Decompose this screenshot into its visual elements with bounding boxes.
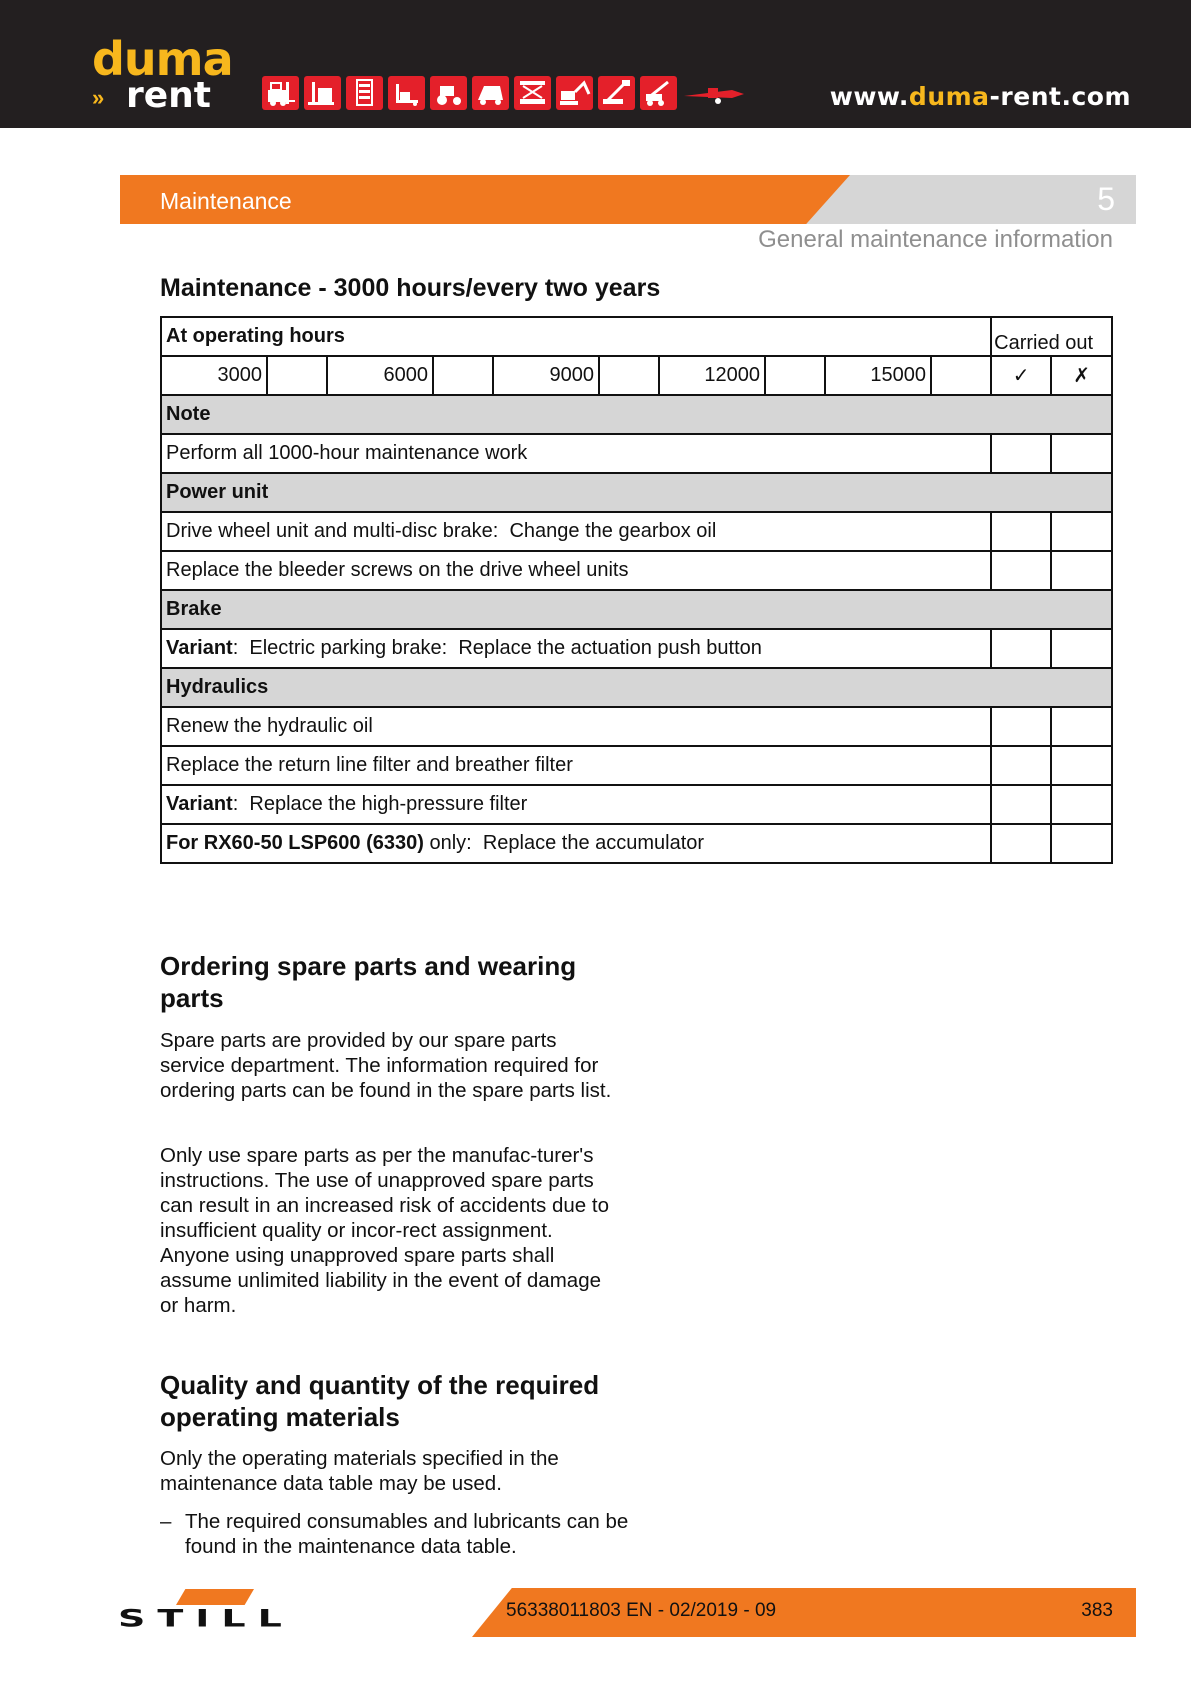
aerial-platform-icon xyxy=(682,76,746,110)
task-cell: Replace the bleeder screws on the drive wheel units xyxy=(161,551,991,590)
done-checkbox[interactable] xyxy=(991,824,1051,863)
header-label-cell xyxy=(161,317,991,356)
category-hydraulics: Hydraulics xyxy=(161,668,1112,707)
spare-parts-para-2: Only use spare parts as per the manufac-turer's instructions. The use of unapproved spare parts can result in an increased risk of accidents due to insufficient quality or incor-rect assignment. Anyone using unapproved spare parts shall assume unlimited liability in the event of damage or harm. xyxy=(160,1144,609,1317)
table-row xyxy=(161,629,1112,668)
check-symbol-icon: ✓ xyxy=(991,356,1051,395)
task-cell: Drive wheel unit and multi-disc brake: Change the gearbox oil xyxy=(161,512,991,551)
hours-check-cell[interactable] xyxy=(433,356,493,395)
carried-out-cell xyxy=(991,317,1112,356)
variant-label: Variant xyxy=(166,793,233,815)
materials-bullet xyxy=(160,1509,630,1559)
website-suffix: -rent.com xyxy=(989,82,1131,111)
website-url xyxy=(830,82,1131,111)
done-checkbox[interactable] xyxy=(991,629,1051,668)
hours-check-cell[interactable] xyxy=(765,356,825,395)
section-title: Maintenance xyxy=(160,188,292,214)
task-cell xyxy=(161,629,991,668)
category-note: Note xyxy=(161,395,1112,434)
done-checkbox[interactable] xyxy=(991,785,1051,824)
materials-para-1: Only the operating materials specified in the maintenance data table may be used. xyxy=(160,1447,559,1495)
hours-value-cell: 12000 xyxy=(659,356,765,395)
forklift-icon xyxy=(262,76,299,110)
logo-rent-text: rent xyxy=(126,75,212,116)
carried-out-label: Carried out xyxy=(994,332,1094,354)
reach-truck-icon xyxy=(304,76,341,110)
section-number: 5 xyxy=(1097,181,1115,217)
table-row xyxy=(161,785,1112,824)
table-row xyxy=(161,824,1112,863)
done-checkbox[interactable] xyxy=(991,707,1051,746)
category-brake: Brake xyxy=(161,590,1112,629)
scissor-lift-icon xyxy=(514,76,551,110)
header-label: At operating hours xyxy=(166,325,345,347)
not-done-checkbox[interactable] xyxy=(1051,785,1112,824)
document-reference: 56338011803 EN - 02/2019 - 09 xyxy=(506,1600,777,1621)
top-banner xyxy=(0,0,1191,128)
boom-lift-icon xyxy=(598,76,635,110)
not-done-checkbox[interactable] xyxy=(1051,824,1112,863)
logo-arrows: » xyxy=(92,85,105,110)
model-label: For RX60-50 LSP600 (6330) xyxy=(166,832,424,854)
hours-value-cell: 6000 xyxy=(327,356,433,395)
spare-parts-para-1: Spare parts are provided by our spare parts service department. The information required for ordering parts can be found in the spare parts list. xyxy=(160,1029,612,1102)
still-logo-stripe xyxy=(176,1589,254,1605)
hours-row xyxy=(161,356,1112,395)
done-checkbox[interactable] xyxy=(991,512,1051,551)
website-highlight: duma xyxy=(908,82,990,111)
done-checkbox[interactable] xyxy=(991,746,1051,785)
maintenance-table xyxy=(160,316,1113,864)
hours-check-cell[interactable] xyxy=(599,356,659,395)
task-cell: Replace the return line filter and breather filter xyxy=(161,746,991,785)
materials-heading: Quality and quantity of the required operating materials xyxy=(160,1370,600,1432)
pallet-truck-icon xyxy=(388,76,425,110)
hours-check-cell[interactable] xyxy=(931,356,991,395)
hours-value-cell: 9000 xyxy=(493,356,599,395)
page-number: 383 xyxy=(1081,1600,1113,1621)
category-row xyxy=(161,473,1112,512)
excavator-icon xyxy=(556,76,593,110)
category-row xyxy=(161,590,1112,629)
not-done-checkbox[interactable] xyxy=(1051,629,1112,668)
section-subtitle: General maintenance information xyxy=(758,226,1113,253)
hours-value-cell: 3000 xyxy=(161,356,267,395)
table-header-row xyxy=(161,317,1112,356)
task-cell: Perform all 1000-hour maintenance work xyxy=(161,434,991,473)
table-row xyxy=(161,746,1112,785)
website-prefix: www. xyxy=(829,82,909,111)
category-row xyxy=(161,668,1112,707)
table-title: Maintenance - 3000 hours/every two years xyxy=(160,274,661,302)
not-done-checkbox[interactable] xyxy=(1051,551,1112,590)
not-done-checkbox[interactable] xyxy=(1051,512,1112,551)
bullet-text: The required consumables and lubricants can be found in the maintenance data table. xyxy=(185,1510,629,1558)
task-cell xyxy=(161,785,991,824)
task-cell: Renew the hydraulic oil xyxy=(161,707,991,746)
table-row xyxy=(161,434,1112,473)
hours-value-cell: 15000 xyxy=(825,356,931,395)
task-text: only: Replace the accumulator xyxy=(423,832,705,854)
task-text: : Replace the high-pressure filter xyxy=(232,793,528,815)
logo-duma-text: duma xyxy=(92,32,233,86)
not-done-checkbox[interactable] xyxy=(1051,746,1112,785)
task-cell xyxy=(161,824,991,863)
done-checkbox[interactable] xyxy=(991,434,1051,473)
category-power-unit: Power unit xyxy=(161,473,1112,512)
table-row xyxy=(161,707,1112,746)
sweeper-icon xyxy=(472,76,509,110)
tractor-icon xyxy=(430,76,467,110)
task-text: : Electric parking brake: Replace the actuation push button xyxy=(232,637,762,659)
hours-check-cell[interactable] xyxy=(267,356,327,395)
variant-label: Variant xyxy=(166,637,233,659)
still-logo: STILL xyxy=(118,1605,294,1633)
machine-icon-strip xyxy=(262,76,746,110)
bullet-dash: – xyxy=(160,1510,172,1533)
table-row xyxy=(161,551,1112,590)
spare-parts-heading: Ordering spare parts and wearing parts xyxy=(160,951,577,1013)
category-row xyxy=(161,395,1112,434)
table-row xyxy=(161,512,1112,551)
done-checkbox[interactable] xyxy=(991,551,1051,590)
telehandler-icon xyxy=(640,76,677,110)
order-picker-icon xyxy=(346,76,383,110)
not-done-checkbox[interactable] xyxy=(1051,707,1112,746)
cross-symbol-icon: ✗ xyxy=(1051,356,1112,395)
not-done-checkbox[interactable] xyxy=(1051,434,1112,473)
